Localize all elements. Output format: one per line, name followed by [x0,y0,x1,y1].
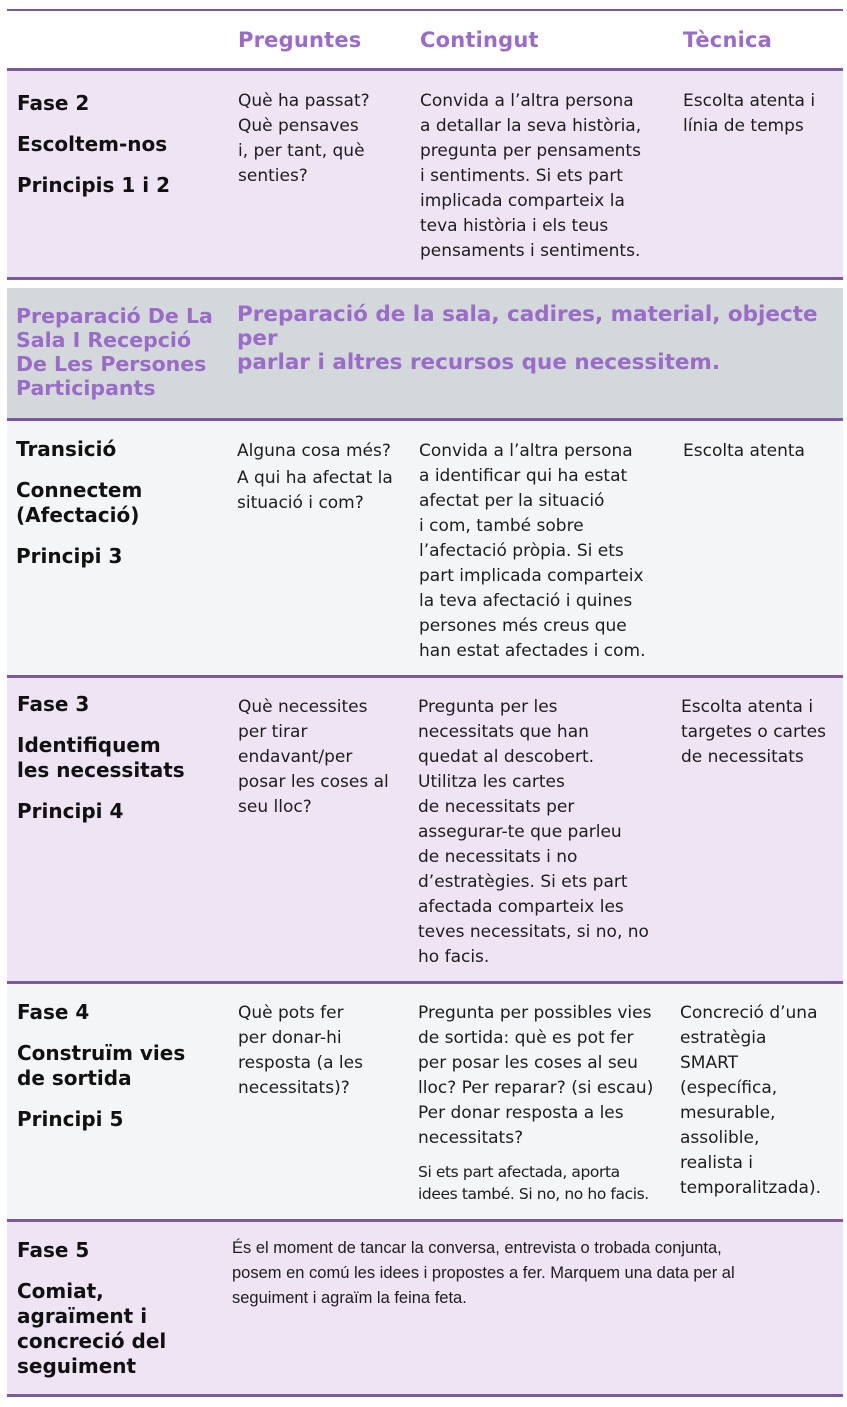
preparacio-text: Preparació de la sala, cadires, material, objecte per parlar i altres recursos que necessitem. [237,302,818,375]
preparacio-title: Preparació De La Sala I Recepció De Les Persones Participants [16,304,213,400]
contingut-cell: Convida a l’altra persona a identificar qui ha estat afectat per la situació i com, també sobre l’afectació pròpia. Si ets part implicada comparteix la teva afectació i quines persones més creus que han estat afectades i com. [419,441,646,661]
contingut-cell [418,1001,653,1205]
row-transicio [7,421,843,675]
tecnica-cell: Escolta atenta [683,441,805,461]
phase-label: Fase 2 [17,91,90,115]
pregunta-1: Alguna cosa més? [237,441,391,461]
header-contingut: Contingut [420,28,539,52]
preguntes-cell: Què necessites per tirar endavant/per posar les coses al seu lloc? [238,697,389,817]
row-fase-5 [7,1222,843,1394]
fase5-text: És el moment de tancar la conversa, entrevista o trobada conjunta, posem en comú les idees i propostes a fer. Marquem una data per al seguiment i agraïm la feina feta. [232,1239,735,1307]
phase-title: Comiat, agraïment i concreció del seguiment [17,1279,167,1378]
top-rule [7,9,843,11]
phase-cell [17,1238,166,1395]
phase-label: Fase 4 [17,1000,90,1024]
preguntes-cell: Què pots fer per donar-hi resposta (a les necessitats)? [238,1003,363,1098]
contingut-note: Si ets part afectada, aporta idees també. Si no, no ho facis. [418,1163,649,1203]
phase-label: Fase 3 [17,692,90,716]
row-preparacio [7,288,843,418]
contingut-text: Pregunta per possibles vies de sortida: què es pot fer per posar les coses al seu lloc? Per reparar? (si escau) Per donar resposta a les necessitats? [418,1003,654,1148]
phase-principle: Principi 4 [17,799,124,823]
row-fase-2 [7,71,843,277]
row-fase-3 [7,678,843,981]
tecnica-cell: Escolta atenta i línia de temps [683,91,816,136]
phase-label: Transició [16,437,117,461]
row-fase-4 [7,984,843,1219]
phase-principle: Principi 5 [17,1107,124,1131]
phase-cell [17,692,185,840]
phase-cell [16,437,142,585]
header-tecnica: Tècnica [683,28,773,52]
bottom-rule [7,1394,843,1397]
tecnica-cell: Escolta atenta i targetes o cartes de necessitats [681,697,826,767]
contingut-cell: Pregunta per les necessitats que han quedat al descobert. Utilitza les cartes de necessitats per assegurar-te que parleu de necessitats i no d’estratègies. Si ets part afectada comparteix les teves necessitats, si no, no ho facis. [418,697,649,967]
phase-principle: Principis 1 i 2 [17,173,170,197]
pregunta-2: A qui ha afectat la situació i com? [237,468,393,513]
tecnica-cell: Concreció d’una estratègia SMART (específica, mesurable, assolible, realista i temporalitzada). [680,1003,821,1198]
phase-cell [17,91,170,214]
row-rule [7,277,843,280]
phase-title: Connectem (Afectació) [16,478,143,527]
preguntes-cell [237,439,393,516]
phase-title: Escoltem-nos [17,132,168,156]
phase-title: Identifiquem les necessitats [17,733,185,782]
phase-principle: Principi 3 [16,544,123,568]
phase-title: Construïm vies de sortida [17,1041,186,1090]
header-preguntes: Preguntes [238,28,362,52]
phase-label: Fase 5 [17,1238,90,1262]
phase-cell [17,1000,185,1148]
contingut-cell: Convida a l’altra persona a detallar la seva història, pregunta per pensaments i sentiments. Si ets part implicada comparteix la teva història i els teus pensaments i sentiments. [420,91,642,261]
preguntes-cell: Què ha passat? Què pensaves i, per tant, què senties? [238,91,370,186]
